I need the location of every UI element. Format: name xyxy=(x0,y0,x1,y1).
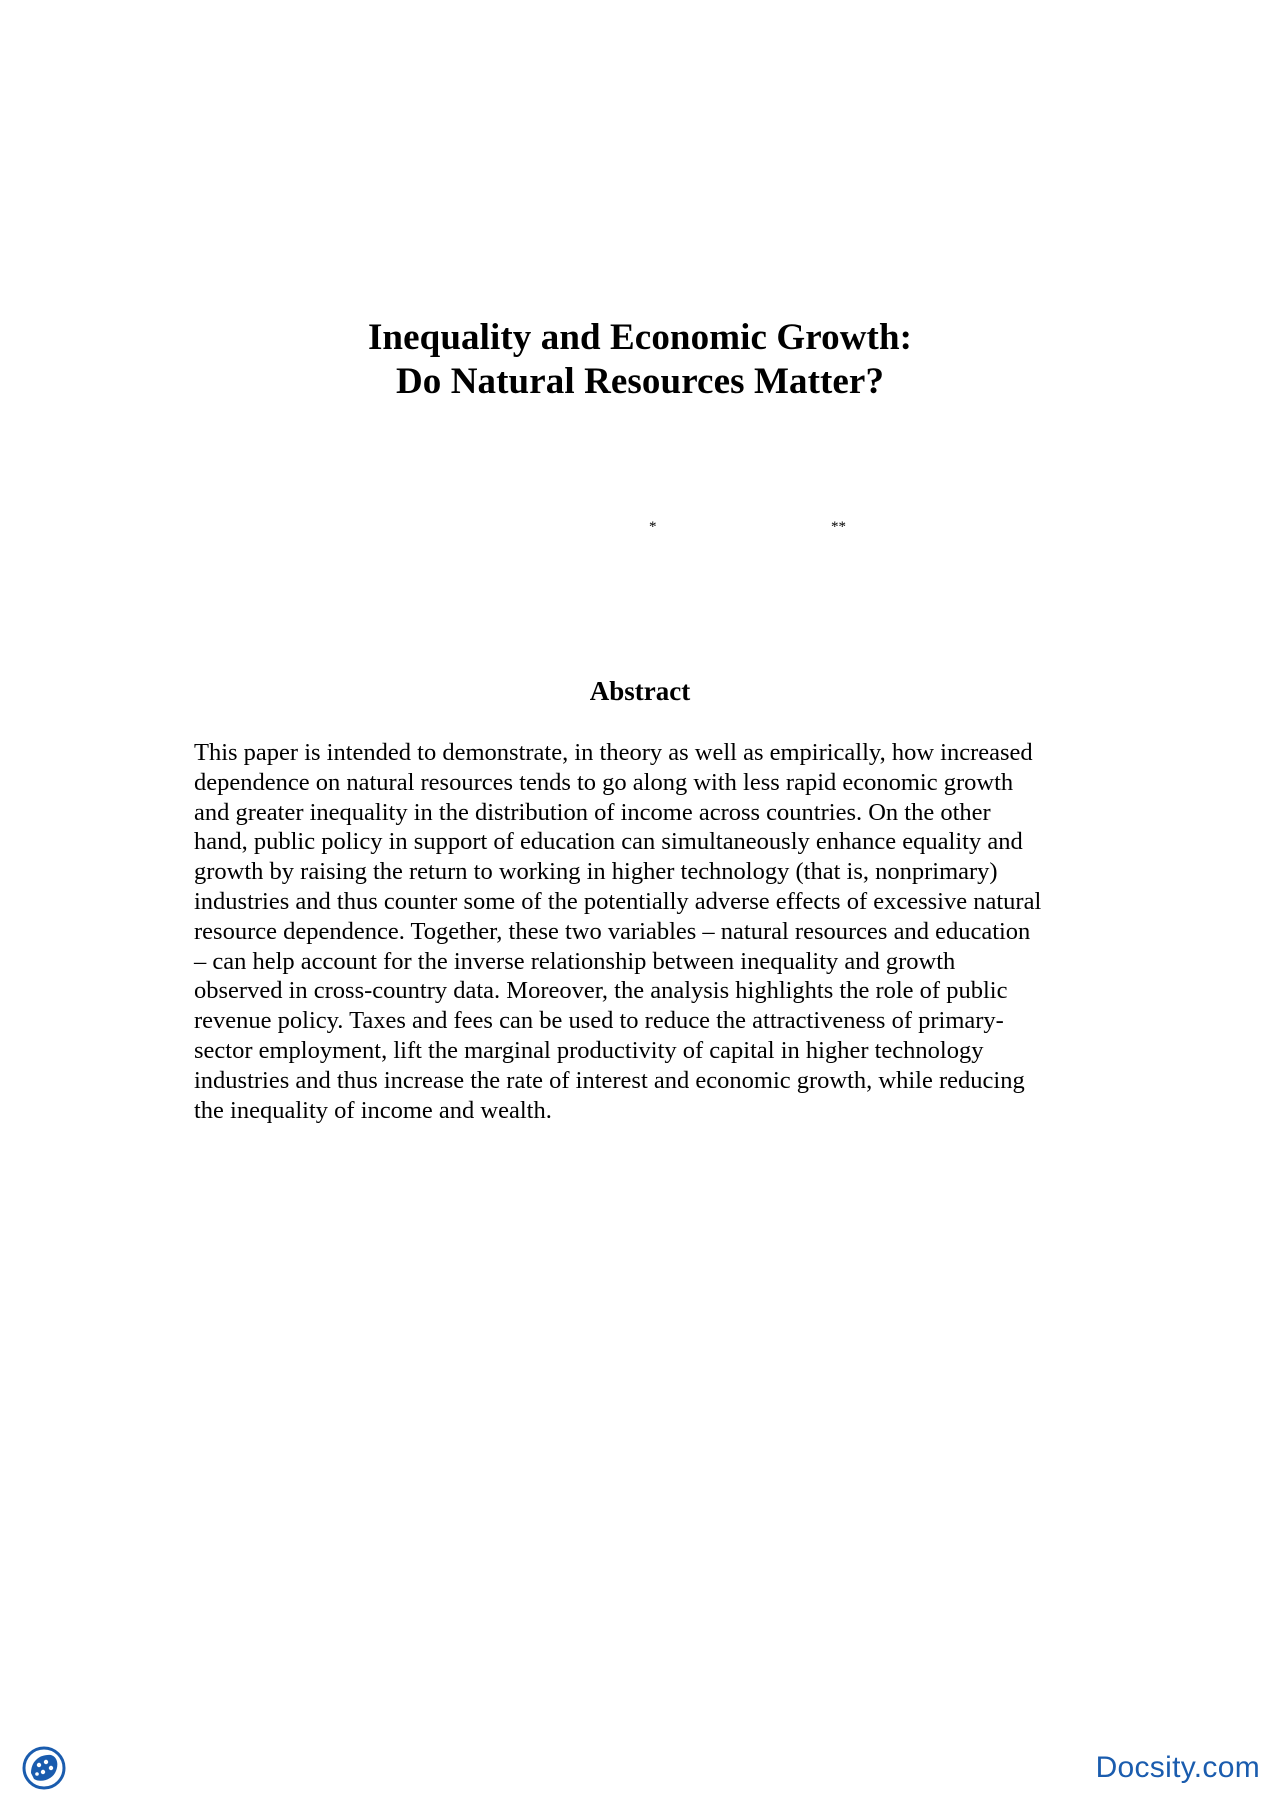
title-line-1: Inequality and Economic Growth: xyxy=(367,317,913,358)
abstract-line: hand, public policy in support of education can simultaneously enhance equality and xyxy=(194,828,1023,856)
abstract-line: sector employment, lift the marginal productivity of capital in higher technology xyxy=(194,1036,984,1064)
abstract-line: observed in cross-country data. Moreover, the analysis highlights the role of public xyxy=(194,977,1008,1005)
abstract-line: – can help account for the inverse relationship between inequality and growth xyxy=(194,947,956,975)
docsity-brand-link[interactable]: Docsity.com xyxy=(1095,1751,1260,1784)
paper-title xyxy=(0,316,1280,404)
abstract-line: growth by raising the return to working in higher technology (that is, nonprimary) xyxy=(194,858,998,886)
abstract-line: industries and thus increase the rate of interest and economic growth, while reducing xyxy=(194,1066,1025,1094)
abstract-line: revenue policy. Taxes and fees can be used to reduce the attractiveness of primary- xyxy=(194,1007,1004,1035)
abstract-body xyxy=(194,738,1094,1125)
abstract-line: the inequality of income and wealth. xyxy=(194,1096,552,1124)
abstract-heading: Abstract xyxy=(589,676,691,706)
abstract-line: dependence on natural resources tends to go along with less rapid economic growth xyxy=(194,768,1014,796)
abstract-line: This paper is intended to demonstrate, in theory as well as empirically, how increased xyxy=(194,739,1033,766)
abstract-line: resource dependence. Together, these two variables – natural resources and education xyxy=(194,917,1031,945)
author-footnote-mark-1: * xyxy=(649,519,657,535)
docsity-logo-icon[interactable] xyxy=(22,1746,66,1790)
abstract-line: and greater inequality in the distribution of income across countries. On the other xyxy=(194,798,991,826)
author-footnote-mark-2: ** xyxy=(831,519,846,535)
title-line-2: Do Natural Resources Matter? xyxy=(395,361,885,402)
abstract-line: industries and thus counter some of the potentially adverse effects of excessive natural xyxy=(194,887,1042,915)
